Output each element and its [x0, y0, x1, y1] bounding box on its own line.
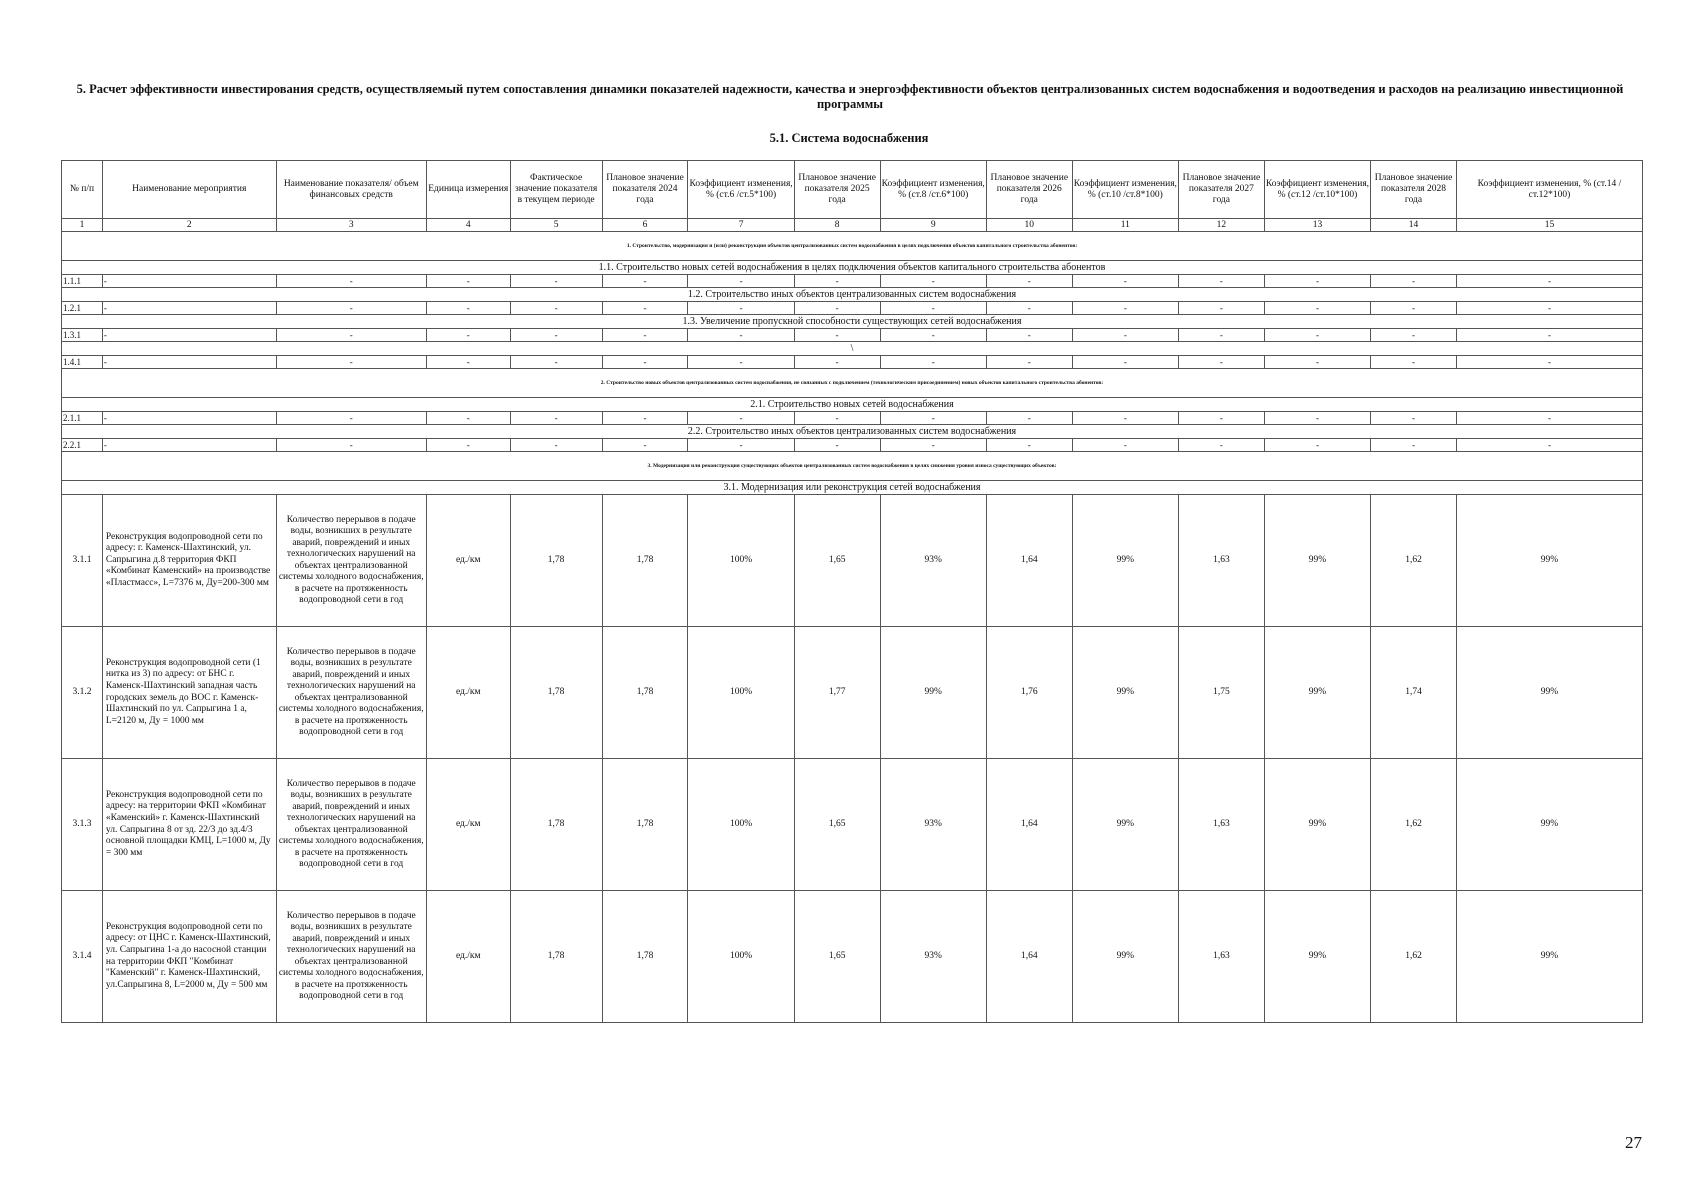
cell: 1,78	[510, 891, 602, 1023]
subsection-row	[62, 342, 1643, 356]
cell: -	[1371, 329, 1457, 342]
header-cell: Коэффициент изменения, % (ст.12 /ст.10*100)	[1264, 161, 1370, 219]
cell: -	[1072, 329, 1178, 342]
table-row	[62, 439, 1643, 452]
cell: 1,63	[1178, 759, 1264, 891]
cell: 99%	[1264, 495, 1370, 627]
cell: 99%	[1264, 759, 1370, 891]
section-heading: 3. Модернизация или реконструкция существующих объектов централизованных систем водоснабжения в целях снижения уровня износа существующих объектов:	[62, 452, 1643, 481]
cell: -	[510, 302, 602, 315]
cell: 99%	[1456, 627, 1642, 759]
cell: 93%	[880, 759, 986, 891]
cell: 100%	[688, 495, 794, 627]
subsection-heading: \	[62, 342, 1643, 356]
investment-efficiency-table	[61, 160, 1643, 1023]
cell: 1,65	[794, 495, 880, 627]
header-cell: Плановое значение показателя 2027 года	[1178, 161, 1264, 219]
cell: -	[880, 439, 986, 452]
cell: -	[1371, 356, 1457, 369]
cell: -	[986, 356, 1072, 369]
cell: 93%	[880, 891, 986, 1023]
header-cell: Наименование показателя/ объем финансовых средств	[276, 161, 426, 219]
cell: -	[1371, 275, 1457, 288]
header-cell: № п/п	[62, 161, 103, 219]
cell: -	[276, 329, 426, 342]
subsection-heading: 1.3. Увеличение пропускной способности существующих сетей водоснабжения	[62, 315, 1643, 329]
table-row	[62, 356, 1643, 369]
column-number: 2	[102, 219, 276, 232]
cell: -	[688, 439, 794, 452]
cell: -	[1371, 302, 1457, 315]
unit: ед./км	[426, 495, 510, 627]
cell: -	[1264, 412, 1370, 425]
row-code: 1.3.1	[62, 329, 103, 342]
cell: 100%	[688, 759, 794, 891]
cell: -	[794, 329, 880, 342]
header-cell: Плановое значение показателя 2028 года	[1371, 161, 1457, 219]
cell: 1,78	[510, 627, 602, 759]
cell: 1,78	[602, 891, 688, 1023]
cell: -	[510, 412, 602, 425]
section-subtitle: 5.1. Система водоснабжения	[769, 131, 929, 145]
cell: -	[1072, 412, 1178, 425]
page-number: 27	[1625, 1133, 1642, 1152]
cell: 1,64	[986, 759, 1072, 891]
row-code: 1.4.1	[62, 356, 103, 369]
subsection-row	[62, 261, 1643, 275]
cell: -	[1456, 329, 1642, 342]
cell: -	[880, 302, 986, 315]
row-name: -	[102, 302, 276, 315]
cell: 1,74	[1371, 627, 1457, 759]
cell: -	[1178, 412, 1264, 425]
cell: -	[1264, 439, 1370, 452]
header-cell: Плановое значение показателя 2025 года	[794, 161, 880, 219]
header-cell: Коэффициент изменения, % (ст.10 /ст.8*100)	[1072, 161, 1178, 219]
column-number: 13	[1264, 219, 1370, 232]
cell: -	[1264, 275, 1370, 288]
row-code: 1.2.1	[62, 302, 103, 315]
row-code: 3.1.4	[62, 891, 103, 1023]
subsection-heading: 2.2. Строительство иных объектов централизованных систем водоснабжения	[62, 425, 1643, 439]
cell: -	[986, 275, 1072, 288]
measure-name: Реконструкция водопроводной сети по адресу: г. Каменск-Шахтинский, ул. Сапрыгина д.8 территория ФКП «Комбинат Каменский» на производстве «Пластмасс», L=7376 м, Ду=200-300 мм	[102, 495, 276, 627]
indicator-name: Количество перерывов в подаче воды, возникших в результате аварий, повреждений и иных технологических нарушений на объектах централизованной системы холодного водоснабжения, в расчете на протяженность водопроводной сети в год	[276, 891, 426, 1023]
row-name: -	[102, 439, 276, 452]
measure-name: Реконструкция водопроводной сети по адресу: на территории ФКП «Комбинат «Каменский» г. Каменск-Шахтинский ул. Сапрыгина 8 от зд. 22/3 до зд.4/3 основной площадки КМЦ, L=1000 м, Ду = 300 мм	[102, 759, 276, 891]
cell: 99%	[1072, 627, 1178, 759]
cell: 99%	[1072, 891, 1178, 1023]
indicator-name: Количество перерывов в подаче воды, возникших в результате аварий, повреждений и иных технологических нарушений на объектах централизованной системы холодного водоснабжения, в расчете на протяженность водопроводной сети в год	[276, 495, 426, 627]
row-code: 1.1.1	[62, 275, 103, 288]
cell: 1,78	[602, 495, 688, 627]
cell: -	[794, 275, 880, 288]
cell: -	[602, 439, 688, 452]
cell: -	[1178, 439, 1264, 452]
cell: 1,63	[1178, 495, 1264, 627]
subsection-heading: 1.2. Строительство иных объектов централизованных систем водоснабжения	[62, 288, 1643, 302]
cell: 99%	[880, 627, 986, 759]
cell: -	[986, 302, 1072, 315]
row-code: 3.1.2	[62, 627, 103, 759]
row-code: 2.2.1	[62, 439, 103, 452]
cell: 1,63	[1178, 891, 1264, 1023]
cell: 99%	[1072, 495, 1178, 627]
cell: -	[880, 356, 986, 369]
column-number: 9	[880, 219, 986, 232]
row-name: -	[102, 275, 276, 288]
cell: 1,62	[1371, 891, 1457, 1023]
cell: 99%	[1264, 627, 1370, 759]
cell: -	[510, 329, 602, 342]
row-name: -	[102, 329, 276, 342]
cell: 100%	[688, 891, 794, 1023]
table-row	[62, 759, 1643, 891]
column-number: 7	[688, 219, 794, 232]
subsection-heading: 1.1. Строительство новых сетей водоснабжения в целях подключения объектов капитального строительства абонентов	[62, 261, 1643, 275]
cell: -	[510, 356, 602, 369]
cell: -	[426, 356, 510, 369]
row-code: 2.1.1	[62, 412, 103, 425]
cell: -	[426, 439, 510, 452]
cell: -	[688, 412, 794, 425]
cell: 99%	[1072, 759, 1178, 891]
column-number: 3	[276, 219, 426, 232]
cell: -	[794, 412, 880, 425]
indicator-name: Количество перерывов в подаче воды, возникших в результате аварий, повреждений и иных технологических нарушений на объектах централизованной системы холодного водоснабжения, в расчете на протяженность водопроводной сети в год	[276, 627, 426, 759]
cell: 1,76	[986, 627, 1072, 759]
cell: -	[426, 329, 510, 342]
header-cell: Плановое значение показателя 2024 года	[602, 161, 688, 219]
header-cell: Плановое значение показателя 2026 года	[986, 161, 1072, 219]
unit: ед./км	[426, 627, 510, 759]
cell: -	[880, 412, 986, 425]
indicator-name: Количество перерывов в подаче воды, возникших в результате аварий, повреждений и иных технологических нарушений на объектах централизованной системы холодного водоснабжения, в расчете на протяженность водопроводной сети в год	[276, 759, 426, 891]
section-row	[62, 232, 1643, 261]
cell: 99%	[1456, 495, 1642, 627]
cell: 100%	[688, 627, 794, 759]
cell: -	[276, 356, 426, 369]
cell: 1,62	[1371, 495, 1457, 627]
cell: -	[510, 439, 602, 452]
column-number: 1	[62, 219, 103, 232]
unit: ед./км	[426, 891, 510, 1023]
subsection-heading: 2.1. Строительство новых сетей водоснабжения	[62, 398, 1643, 412]
cell: 99%	[1264, 891, 1370, 1023]
header-cell: Фактическое значение показателя в текущем периоде	[510, 161, 602, 219]
column-number: 11	[1072, 219, 1178, 232]
cell: 1,62	[1371, 759, 1457, 891]
cell: -	[1072, 439, 1178, 452]
header-cell: Наименование мероприятия	[102, 161, 276, 219]
subsection-row	[62, 398, 1643, 412]
cell: -	[880, 275, 986, 288]
section-heading: 1. Строительство, модернизация и (или) реконструкция объектов централизованных систем водоснабжения в целях подключения объектов капитального строительства абонентов:	[62, 232, 1643, 261]
cell: -	[794, 302, 880, 315]
column-number: 12	[1178, 219, 1264, 232]
header-cell: Коэффициент изменения, % (ст.14 /ст.12*100)	[1456, 161, 1642, 219]
column-number: 8	[794, 219, 880, 232]
column-number: 6	[602, 219, 688, 232]
subsection-row	[62, 425, 1643, 439]
cell: 99%	[1456, 759, 1642, 891]
measure-name: Реконструкция водопроводной сети (1 нитка из 3) по адресу: от БНС г. Каменск-Шахтинский западная часть городских земель до ВОС г. Каменск-Шахтинский по ул. Сапрыгина 1 а, L=2120 м, Ду = 1000 мм	[102, 627, 276, 759]
cell: -	[1371, 412, 1457, 425]
cell: -	[794, 439, 880, 452]
cell: 1,75	[1178, 627, 1264, 759]
cell: -	[276, 412, 426, 425]
cell: -	[1264, 356, 1370, 369]
cell: -	[602, 329, 688, 342]
cell: -	[276, 439, 426, 452]
cell: -	[1456, 439, 1642, 452]
cell: -	[1072, 275, 1178, 288]
column-number: 15	[1456, 219, 1642, 232]
cell: -	[986, 439, 1072, 452]
cell: -	[688, 302, 794, 315]
cell: -	[426, 275, 510, 288]
cell: -	[1371, 439, 1457, 452]
cell: -	[1456, 356, 1642, 369]
cell: -	[986, 412, 1072, 425]
cell: -	[1072, 302, 1178, 315]
cell: -	[426, 412, 510, 425]
table-row	[62, 412, 1643, 425]
document-title: 5. Расчет эффективности инвестирования средств, осуществляемый путем сопоставления динамики показателей надежности, качества и энергоэффективности объектов централизованных систем водоснабжения и водоотведения и расходов на реализацию инвестиционной программы	[76, 82, 1624, 111]
section-heading: 2. Строительство новых объектов централизованных систем водоснабжения, не связанных с подключением (технологическим присоединением) новых объектов капитального строительства абонентов:	[62, 369, 1643, 398]
cell: -	[426, 302, 510, 315]
cell: 99%	[1456, 891, 1642, 1023]
table-row	[62, 627, 1643, 759]
cell: -	[1178, 275, 1264, 288]
table-row	[62, 329, 1643, 342]
cell: -	[1072, 356, 1178, 369]
table-row	[62, 275, 1643, 288]
subsection-row	[62, 315, 1643, 329]
cell: 1,77	[794, 627, 880, 759]
cell: -	[602, 412, 688, 425]
cell: -	[1264, 302, 1370, 315]
column-number: 5	[510, 219, 602, 232]
cell: 1,64	[986, 495, 1072, 627]
cell: 93%	[880, 495, 986, 627]
cell: -	[986, 329, 1072, 342]
table-row	[62, 302, 1643, 315]
row-name: -	[102, 356, 276, 369]
cell: -	[276, 275, 426, 288]
cell: -	[1178, 329, 1264, 342]
cell: -	[1456, 302, 1642, 315]
cell: 1,64	[986, 891, 1072, 1023]
header-cell: Единица измерения	[426, 161, 510, 219]
unit: ед./км	[426, 759, 510, 891]
cell: 1,78	[602, 627, 688, 759]
cell: 1,65	[794, 891, 880, 1023]
table-header-row	[62, 161, 1643, 219]
subsection-row	[62, 481, 1643, 495]
cell: -	[1264, 329, 1370, 342]
cell: -	[688, 356, 794, 369]
cell: 1,65	[794, 759, 880, 891]
table-row	[62, 495, 1643, 627]
cell: 1,78	[510, 495, 602, 627]
cell: 1,78	[602, 759, 688, 891]
section-row	[62, 452, 1643, 481]
table-row	[62, 891, 1643, 1023]
section-row	[62, 369, 1643, 398]
cell: -	[688, 275, 794, 288]
row-name: -	[102, 412, 276, 425]
column-number-row	[62, 219, 1643, 232]
row-code: 3.1.1	[62, 495, 103, 627]
measure-name: Реконструкция водопроводной сети по адресу: от ЦНС г. Каменск-Шахтинский, ул. Сапрыгина 1-а до насосной станции на территории ФКП "Комбинат "Каменский" г. Каменск-Шахтинский, ул.Сапрыгина 8, L=2000 м, Ду = 500 мм	[102, 891, 276, 1023]
cell: -	[602, 275, 688, 288]
column-number: 14	[1371, 219, 1457, 232]
header-cell: Коэффициент изменения, % (ст.8 /ст.6*100)	[880, 161, 986, 219]
cell: -	[880, 329, 986, 342]
header-cell: Коэффициент изменения, % (ст.6 /ст.5*100)	[688, 161, 794, 219]
cell: -	[510, 275, 602, 288]
subsection-heading: 3.1. Модернизация или реконструкция сетей водоснабжения	[62, 481, 1643, 495]
cell: -	[1178, 356, 1264, 369]
cell: -	[794, 356, 880, 369]
cell: -	[602, 356, 688, 369]
cell: -	[1456, 275, 1642, 288]
column-number: 10	[986, 219, 1072, 232]
cell: -	[1456, 412, 1642, 425]
cell: -	[276, 302, 426, 315]
cell: 1,78	[510, 759, 602, 891]
cell: -	[1178, 302, 1264, 315]
cell: -	[602, 302, 688, 315]
subsection-row	[62, 288, 1643, 302]
row-code: 3.1.3	[62, 759, 103, 891]
column-number: 4	[426, 219, 510, 232]
cell: -	[688, 329, 794, 342]
